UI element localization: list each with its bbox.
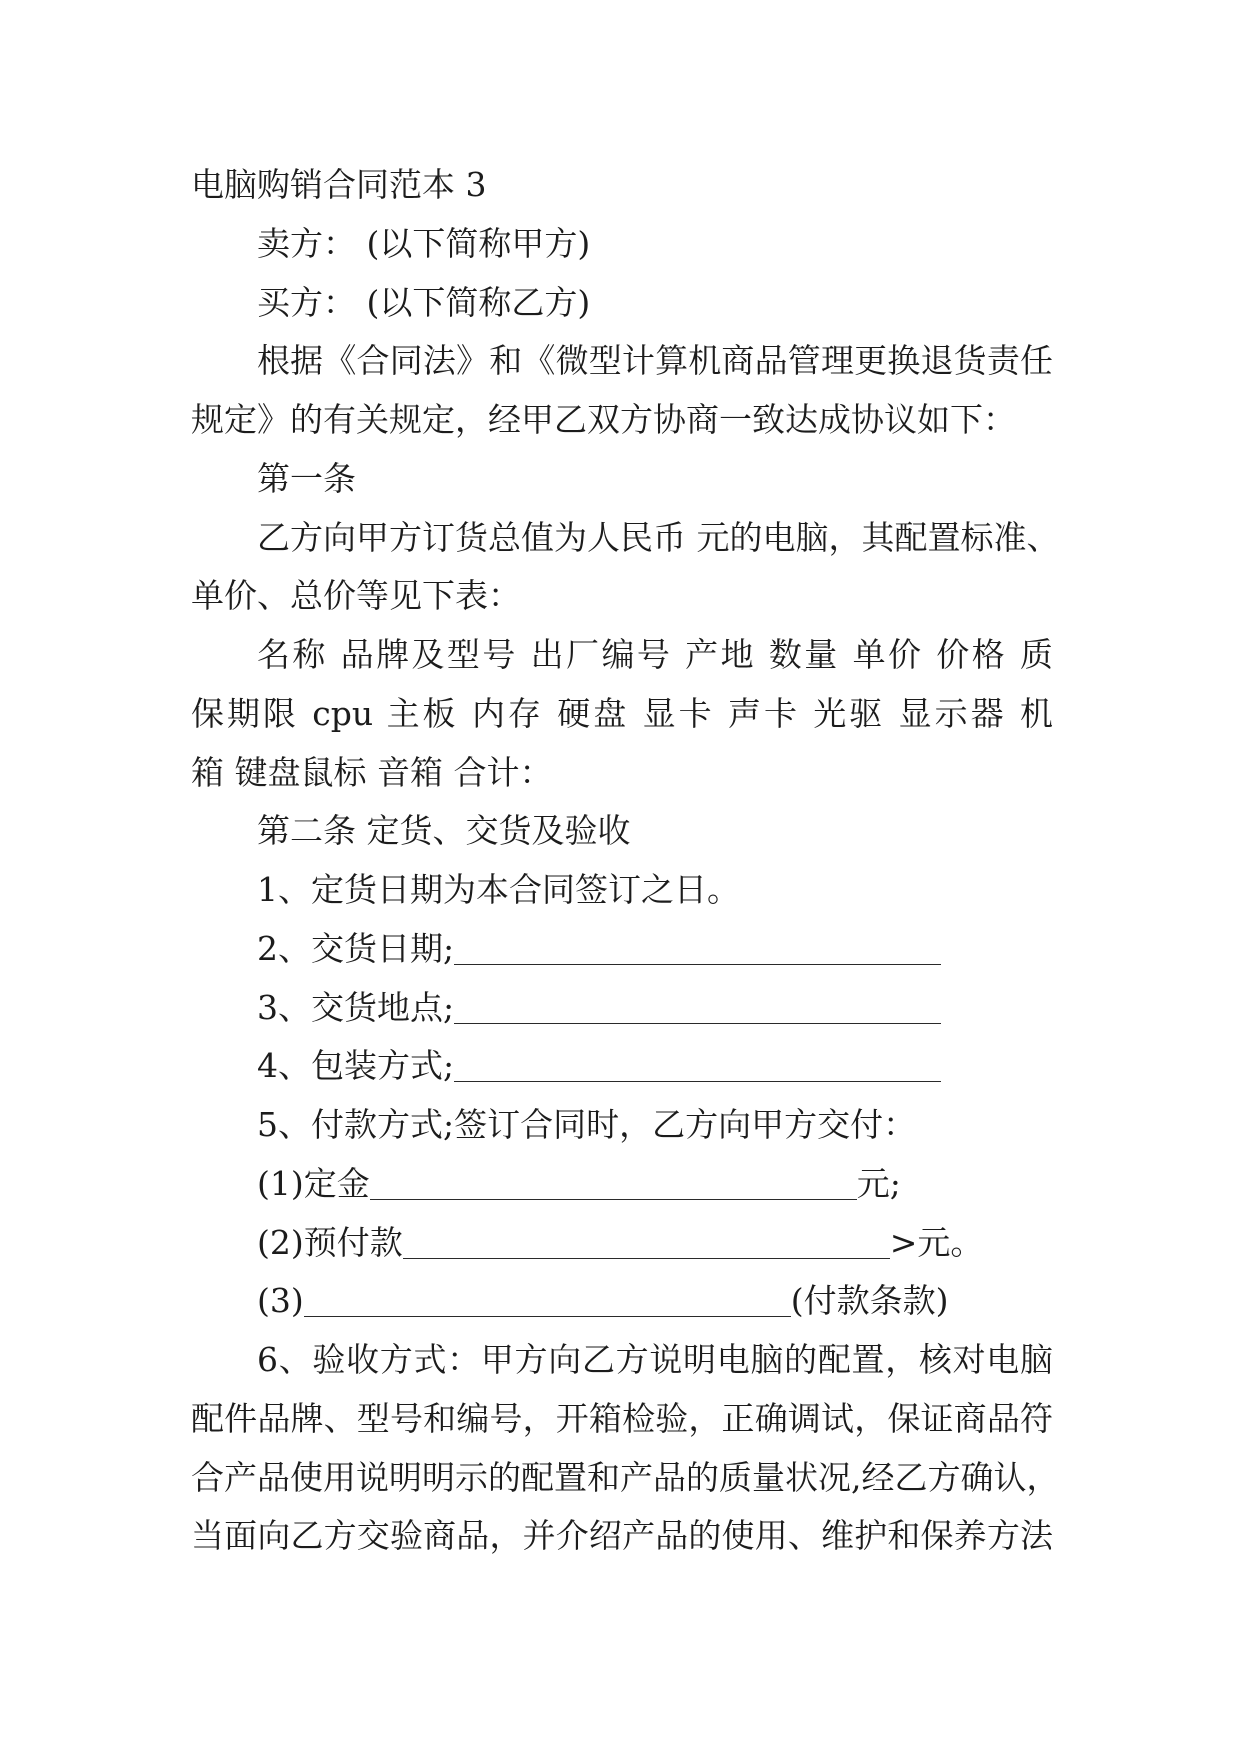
- prepayment-blank: [403, 1257, 890, 1259]
- prepayment-suffix: >元。: [889, 1222, 984, 1262]
- order-text-line-2: 单价、总价等见下表：: [191, 576, 521, 616]
- delivery-date-item: [191, 920, 1053, 979]
- table-fields-line-2: 保期限 cpu 主板 内存 硬盘 显卡 声卡 光驱 显示器 机: [191, 693, 1053, 733]
- order-text-line-1: 乙方向甲方订货总值为人民币 元的电脑，其配置标准、: [257, 517, 1060, 557]
- article-2-heading: 第二条 定货、交货及验收: [257, 811, 631, 851]
- article-1-heading: 第一条: [257, 458, 356, 498]
- buyer-line: 买方： (以下简称乙方): [257, 282, 591, 322]
- inspection-line-4: 当面向乙方交验商品，并介绍产品的使用、维护和保养方法: [191, 1516, 1053, 1556]
- payment-terms-line: [191, 1272, 1053, 1331]
- prepayment-label: (2)预付款: [257, 1222, 403, 1262]
- table-fields-line-3: 箱 键盘鼠标 音箱 合计：: [191, 752, 553, 792]
- delivery-place-label: 3、交货地点;: [257, 987, 455, 1027]
- deposit-blank: [370, 1198, 857, 1200]
- packaging-item: [191, 1037, 1053, 1096]
- payment-method-item: 5、付款方式;签订合同时，乙方向甲方交付：: [257, 1105, 917, 1144]
- payment-terms-label: (3): [257, 1281, 304, 1321]
- prepayment-line: [191, 1214, 1053, 1273]
- packaging-blank: [454, 1080, 941, 1082]
- seller-line: 卖方： (以下简称甲方): [257, 223, 591, 263]
- document-title: 电脑购销合同范本 3: [191, 165, 487, 204]
- delivery-date-label: 2、交货日期;: [257, 928, 455, 968]
- packaging-label: 4、包装方式;: [257, 1046, 455, 1086]
- preamble-line-2: 规定》的有关规定，经甲乙双方协商一致达成协议如下：: [191, 400, 1016, 439]
- deposit-line: [191, 1155, 1053, 1214]
- delivery-place-item: [191, 979, 1053, 1038]
- order-date-item: 1、定货日期为本合同签订之日。: [257, 870, 740, 909]
- contract-document: [191, 156, 1060, 1566]
- table-fields-line-1: 名称 品牌及型号 出厂编号 产地 数量 单价 价格 质: [257, 635, 1053, 674]
- inspection-line-3: 合产品使用说明明示的配置和产品的质量状况,经乙方确认，: [191, 1457, 1060, 1497]
- inspection-line-2: 配件品牌、型号和编号，开箱检验，正确调试，保证商品符: [191, 1398, 1053, 1438]
- preamble-line-1: 根据《合同法》和《微型计算机商品管理更换退货责任: [257, 341, 1053, 381]
- payment-terms-suffix: (付款条款): [790, 1281, 949, 1321]
- deposit-label: (1)定金: [257, 1163, 370, 1203]
- deposit-suffix: 元;: [856, 1163, 901, 1203]
- delivery-place-blank: [454, 1022, 941, 1024]
- delivery-date-blank: [454, 963, 941, 965]
- payment-terms-blank: [304, 1315, 791, 1317]
- inspection-line-1: 6、验收方式：甲方向乙方说明电脑的配置，核对电脑: [257, 1340, 1053, 1379]
